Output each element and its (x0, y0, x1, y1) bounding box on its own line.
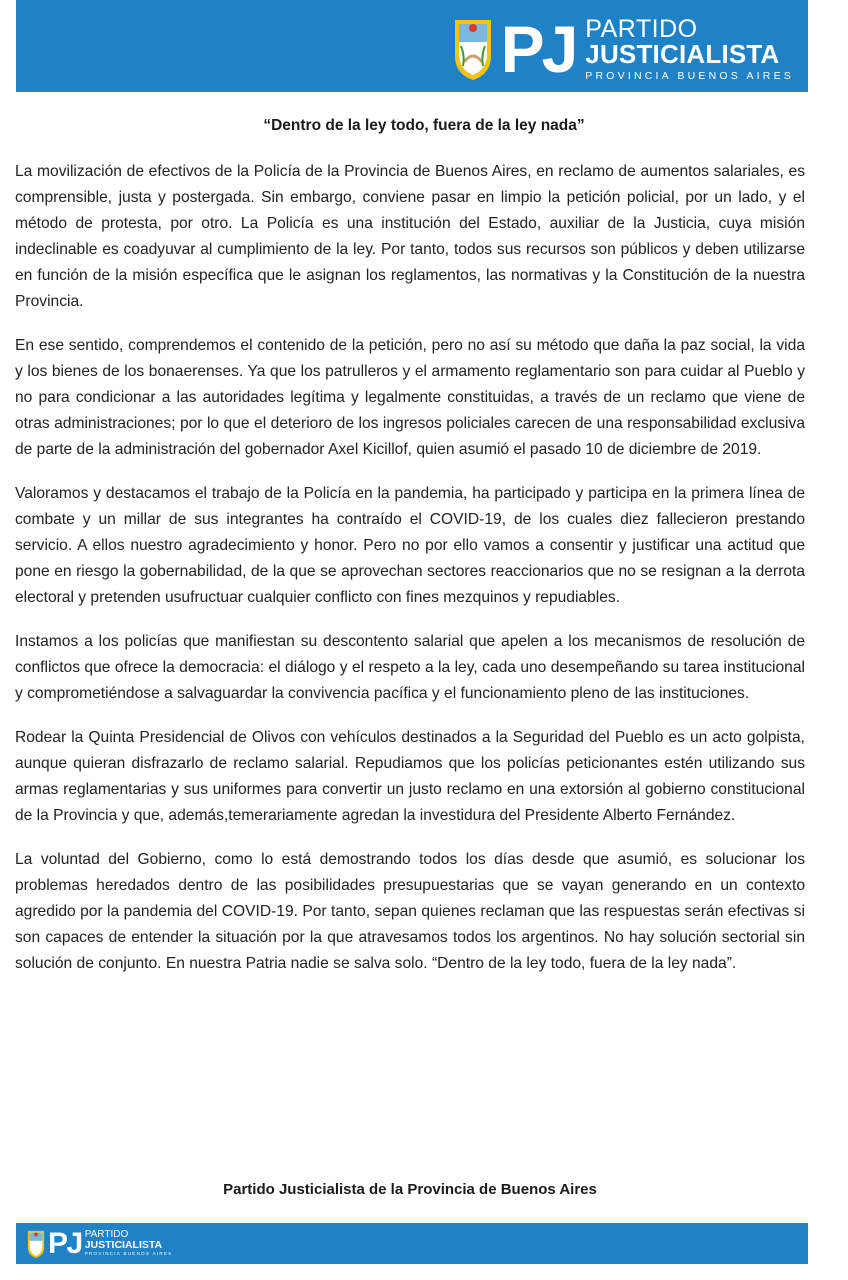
paragraph-6: La voluntad del Gobierno, como lo está demostrando todos los días desde que asumió, es solucionar los problemas heredados dentro de las posibilidades presupuestarias que se vayan generando en un contexto agredido por la pandemia del COVID-19. Por tanto, sepan quienes reclaman que las respuestas serán efectivas si son capaces de entender la situación por la que atravesamos todos los argentinos. No hay solución sectorial sin solución de conjunto. En nuestra Patria nadie se salva solo. “Dentro de la ley todo, fuera de la ley nada”. (15, 851, 805, 972)
footer-logo-line-1: PARTIDO (84, 1229, 129, 1240)
logo-wordmark (585, 14, 794, 82)
footer-logo-mark: PJ (48, 1226, 82, 1260)
footer-logo (26, 1227, 173, 1260)
paragraph-1: La movilización de efectivos de la Policía de la Provincia de Buenos Aires, en reclamo de aumentos salariales, es comprensible, justa y postergada. Sin embargo, conviene pasar en limpio la petición policial, por un lado, y el método de protesta, por otro. La Policía es una institución del Estado, auxiliar de la Justicia, cuya misión indeclinable es coadyuvar al cumplimiento de la ley. Por tanto, todos sus recursos son públicos y deben utilizarse en función de la misión específica que le asignan los reglamentos, las normativas y la Constitución de la nuestra Provincia. (15, 163, 805, 310)
paragraph-3: Valoramos y destacamos el trabajo de la Policía en la pandemia, ha participado y participa en la primera línea de combate y un millar de sus integrantes ha contraído el COVID-19, de los cuales diez fallecieron prestando servicio. A ellos nuestro agradecimiento y honor. Pero no por ello vamos a consentir y justificar una actitud que pone en riesgo la gobernabilidad, de la que se aprovechan sectores reaccionarios que no se resignan a la derrota electoral y pretenden usufructuar cualquier conflicto con fines mezquinos y repudiables. (15, 485, 805, 606)
footer-shield-emblem-icon (26, 1229, 46, 1259)
paragraph-2: En ese sentido, comprendemos el contenido de la petición, pero no así su método que daña la paz social, la vida y los bienes de los bonaerenses. Ya que los patrulleros y el armamento reglamentario son para cuidar al Pueblo y no para condicionar a las autoridades legítima y legalmente constituidas, a través de un reclamo que viene de otras administraciones; por lo que el deterioro de los ingresos policiales carecen de una responsabilidad exclusiva de parte de la administración del gobernador Axel Kicillof, quien asumió el pasado 10 de diciembre de 2019. (15, 337, 805, 458)
logo-mark: PJ (500, 12, 576, 86)
shield-emblem-icon (451, 16, 495, 82)
document-title: “Dentro de la ley todo, fuera de la ley nada” (263, 117, 585, 134)
logo-line-1: PARTIDO (585, 14, 698, 43)
paragraph-5: Rodear la Quinta Presidencial de Olivos con vehículos destinados a la Seguridad del Pueblo es un acto golpista, aunque quieran disfrazarlo de reclamo salarial. Repudiamos que los policías peticionantes estén utilizando sus armas reglamentarias y sus uniformes para convertir un justo reclamo en una extorsión al gobierno constitucional de la Provincia y que, además,temerariamente agredan la investidura del Presidente Alberto Fernández. (15, 729, 805, 824)
footer-logo-line-3: PROVINCIA BUENOS AIRES (84, 1251, 173, 1256)
document-signature: Partido Justicialista de la Provincia de Buenos Aires (223, 1181, 597, 1198)
document-body (15, 159, 805, 995)
logo-line-3: PROVINCIA BUENOS AIRES (585, 69, 794, 82)
footer-banner (16, 1223, 808, 1264)
paragraph-4: Instamos a los policías que manifiestan su descontento salarial que apelen a los mecanismos de resolución de conflictos que ofrece la democracia: el diálogo y el respeto a la ley, cada uno desempeñando su tarea institucional y comprometiéndose a salvaguardar la convivencia pacífica y el funcionamiento pleno de las instituciones. (15, 633, 805, 702)
party-logo (451, 14, 794, 84)
header-banner (16, 0, 808, 92)
footer-logo-line-2: JUSTICIALISTA (84, 1239, 163, 1251)
footer-logo-wordmark (85, 1230, 173, 1257)
logo-line-2: JUSTICIALISTA (585, 38, 780, 69)
